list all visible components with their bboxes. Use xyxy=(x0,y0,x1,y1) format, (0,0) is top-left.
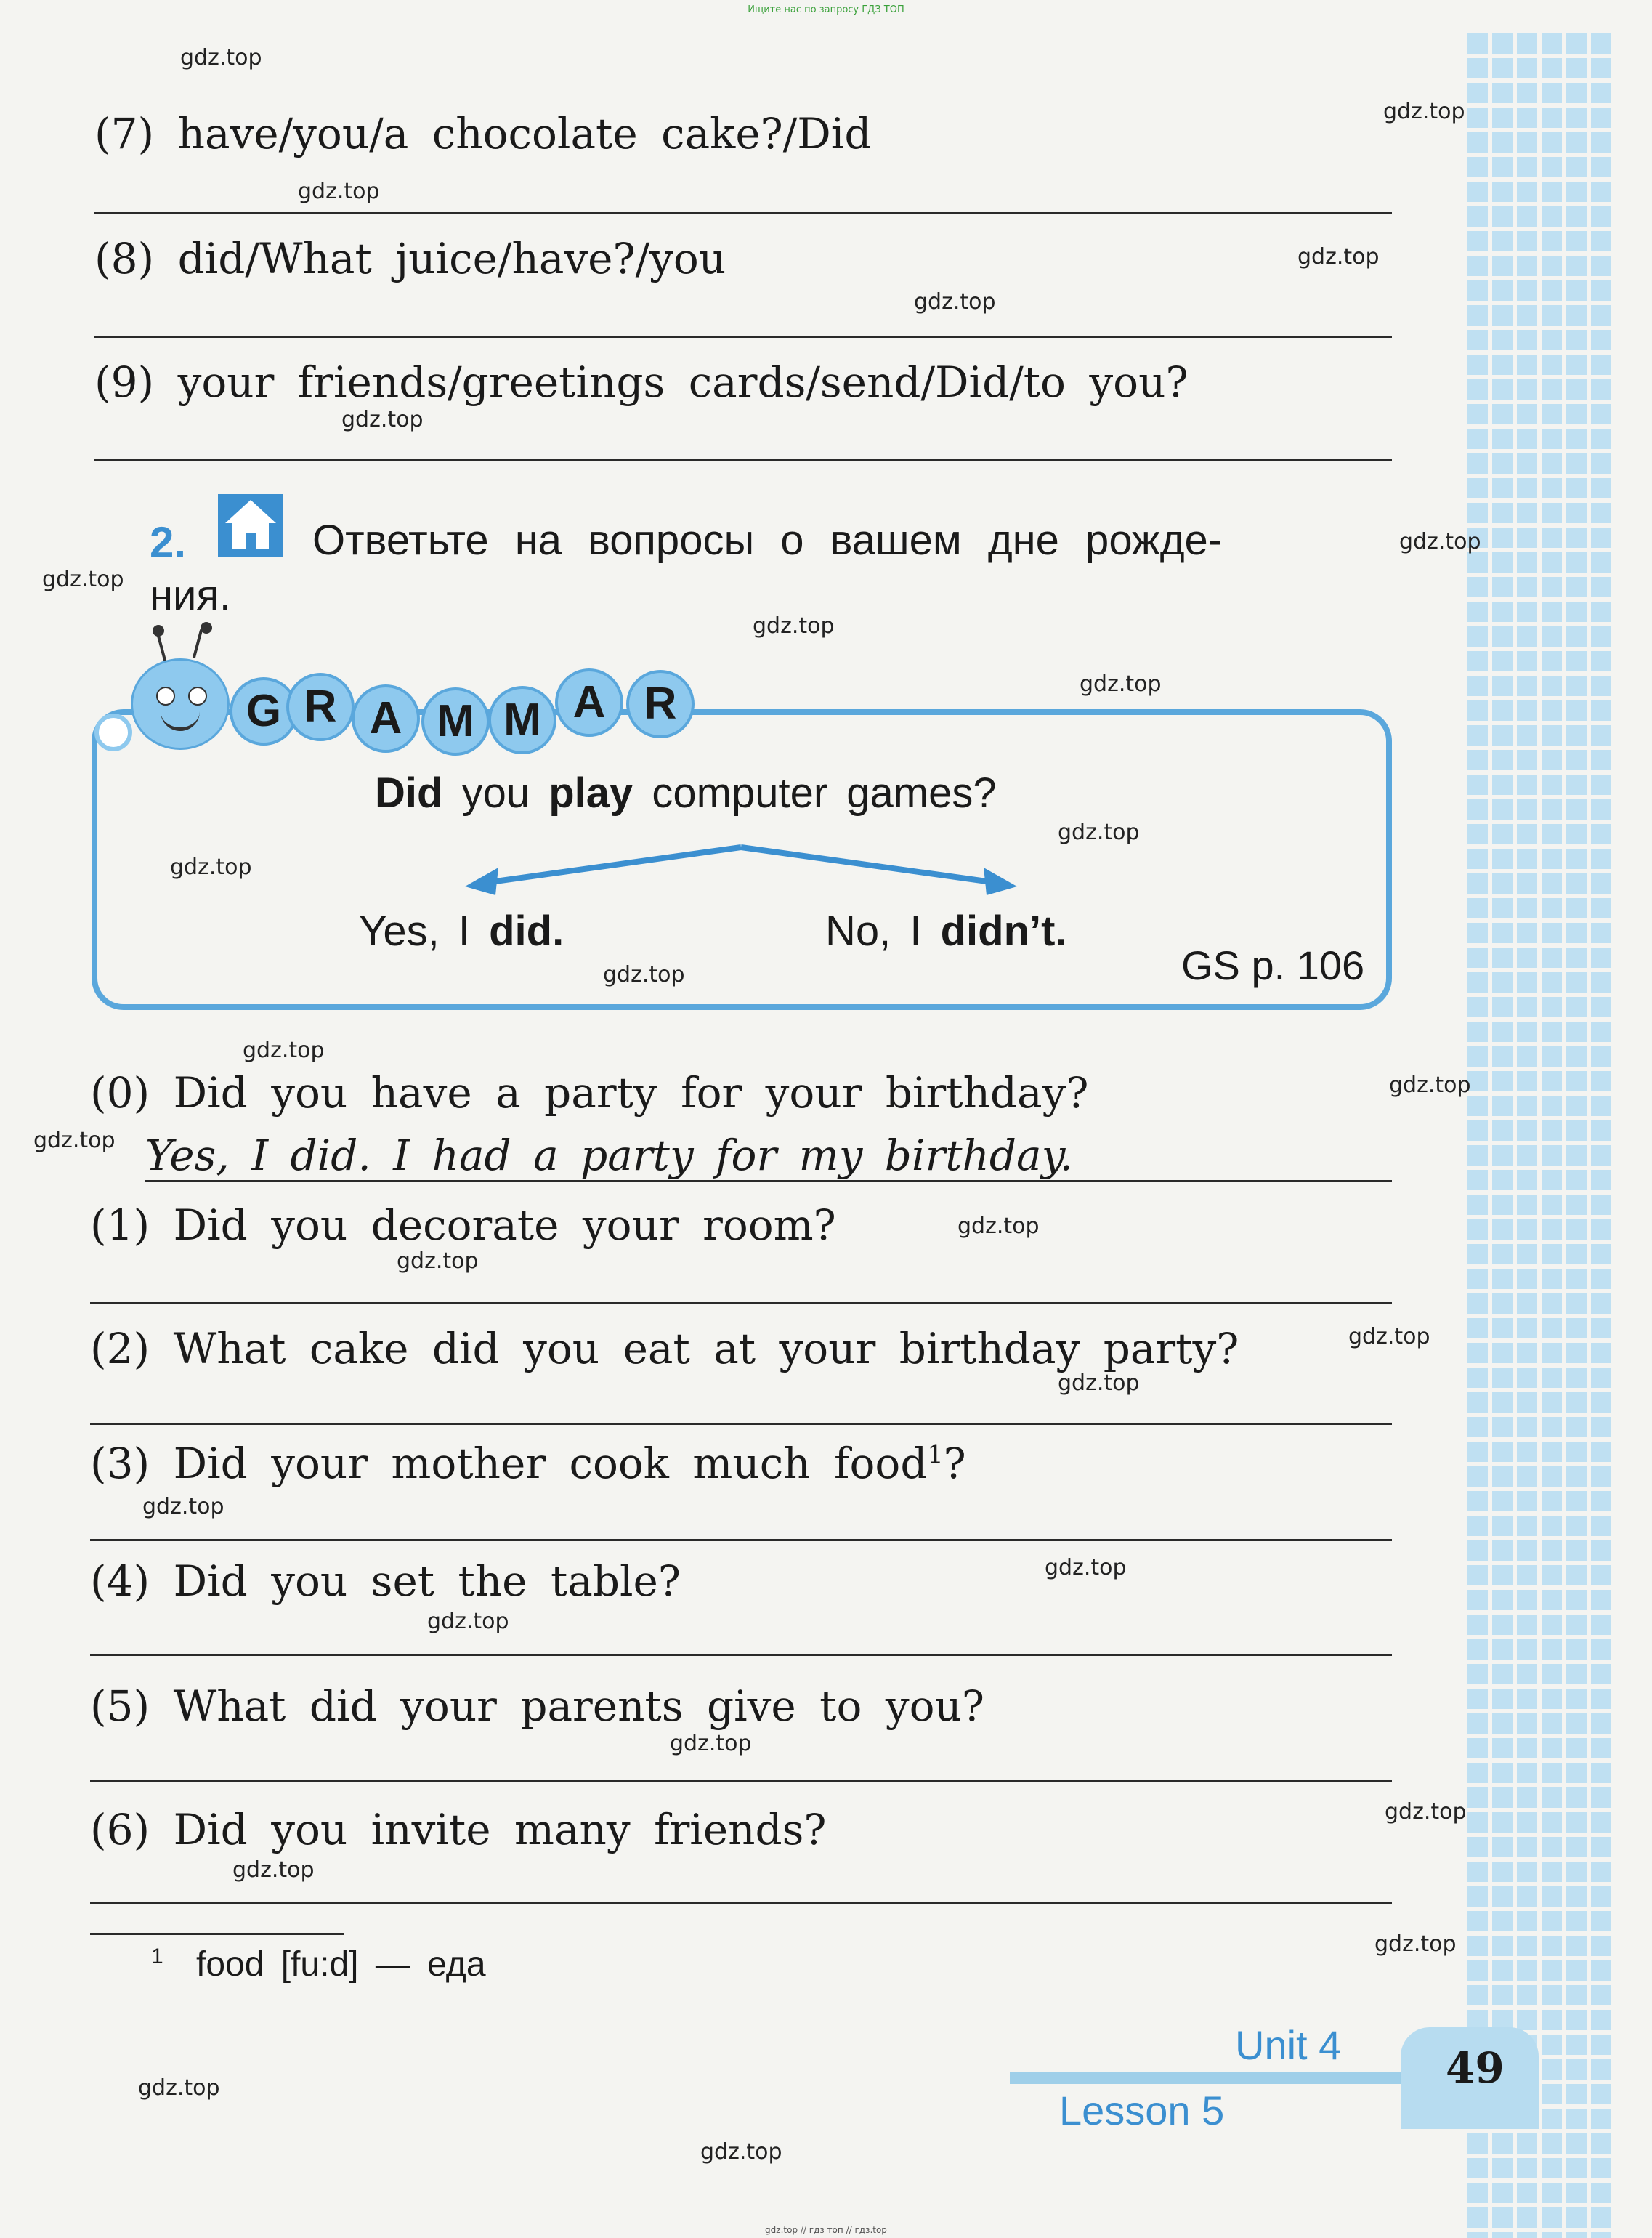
watermark: gdz.top xyxy=(700,2139,782,2165)
question-0: (0) Did you have a party for your birthday? xyxy=(90,1068,1089,1118)
answer-line xyxy=(90,1539,1392,1541)
antenna-ball xyxy=(201,622,212,634)
watermark: gdz.top xyxy=(1348,1324,1430,1349)
watermark: gdz.top xyxy=(1045,1555,1127,1580)
page-number: 49 xyxy=(1446,2043,1505,2093)
watermark: gdz.top xyxy=(914,289,996,315)
grammar-letter: G xyxy=(230,677,298,746)
caterpillar-icon xyxy=(131,658,230,750)
grammar-yes: Yes, I did. xyxy=(359,908,564,955)
watermark: gdz.top xyxy=(42,567,124,592)
exercise-instruction: Ответьте на вопросы о вашем дне рожде- xyxy=(312,517,1223,564)
watermark: gdz.top xyxy=(1399,529,1481,554)
watermark: gdz.top xyxy=(1374,1931,1457,1957)
grammar-letter: R xyxy=(286,673,355,741)
unit-label: Unit 4 xyxy=(1235,2022,1342,2068)
watermark: gdz.top xyxy=(1383,99,1465,124)
watermark: gdz.top xyxy=(1385,1799,1467,1825)
question-6: (6) Did you invite many friends? xyxy=(90,1805,827,1854)
watermark: gdz.top xyxy=(397,1248,479,1274)
watermark: gdz.top xyxy=(341,407,424,432)
watermark: gdz.top xyxy=(427,1609,509,1634)
watermark: gdz.top xyxy=(232,1857,315,1883)
question-8: (8) did/What juice/have?/you xyxy=(94,234,726,283)
grammar-letter: M xyxy=(488,686,556,754)
watermark: gdz.top xyxy=(670,1731,752,1756)
grammar-reference: GS p. 106 xyxy=(1181,942,1365,988)
watermark: gdz.top xyxy=(298,179,380,204)
watermark: gdz.top xyxy=(180,45,262,70)
watermark: gdz.top xyxy=(33,1128,116,1153)
grammar-no: No, I didn’t. xyxy=(825,908,1067,955)
decorative-grid xyxy=(1463,29,1616,2238)
question-7: (7) have/you/a chocolate cake?/Did xyxy=(94,109,872,158)
bottom-banner: gdz.top // гдз топ // гдз.top xyxy=(765,2225,887,2235)
grammar-letter: M xyxy=(421,687,490,756)
watermark: gdz.top xyxy=(138,2075,220,2101)
watermark: gdz.top xyxy=(753,613,835,639)
arrows-icon xyxy=(450,836,1032,901)
footer-bar xyxy=(1010,2072,1402,2084)
question-9: (9) your friends/greetings cards/send/Did/to you? xyxy=(94,357,1189,407)
antenna xyxy=(156,632,166,661)
answer-line xyxy=(90,1654,1392,1656)
answer-line xyxy=(94,212,1392,214)
watermark: gdz.top xyxy=(170,855,252,880)
answer-line xyxy=(90,1780,1392,1782)
watermark: gdz.top xyxy=(142,1494,224,1519)
watermark: gdz.top xyxy=(1080,671,1162,697)
exercise-number: 2. xyxy=(150,518,187,567)
grammar-letter: R xyxy=(626,670,695,738)
grammar-letter: A xyxy=(352,684,420,753)
top-banner: Ищите нас по запросу ГДЗ ТОП xyxy=(748,4,904,15)
question-4: (4) Did you set the table? xyxy=(90,1556,681,1606)
footnote-text: food [fu:d] — еда xyxy=(196,1945,486,1984)
question-5: (5) What did your parents give to you? xyxy=(90,1681,984,1731)
answer-line xyxy=(90,1302,1392,1304)
watermark: gdz.top xyxy=(1297,244,1380,270)
lesson-label: Lesson 5 xyxy=(1059,2088,1225,2133)
antenna xyxy=(193,629,203,658)
watermark: gdz.top xyxy=(243,1038,325,1063)
watermark: gdz.top xyxy=(1058,1370,1140,1396)
watermark: gdz.top xyxy=(957,1213,1040,1239)
answer-line xyxy=(145,1180,1392,1182)
answer-line xyxy=(90,1902,1392,1904)
exercise-instruction-cont: ния. xyxy=(150,572,231,619)
home-task-icon xyxy=(218,494,283,557)
flower-icon xyxy=(94,714,132,751)
question-1: (1) Did you decorate your room? xyxy=(90,1200,836,1250)
watermark: gdz.top xyxy=(603,962,685,987)
answer-line xyxy=(94,336,1392,338)
question-3: (3) Did your mother cook much food$^1$? xyxy=(90,1439,966,1488)
grammar-question: Did you play computer games? xyxy=(375,769,997,817)
watermark: gdz.top xyxy=(1058,820,1140,845)
answer-0: Yes, I did. I had a party for my birthday. xyxy=(145,1131,1074,1180)
grammar-letter: A xyxy=(555,668,623,737)
question-2: (2) What cake did you eat at your birthday party? xyxy=(90,1324,1239,1373)
antenna-ball xyxy=(153,625,164,637)
footnote-mark: 1 xyxy=(151,1944,163,1968)
footnote-divider xyxy=(90,1933,344,1935)
answer-line xyxy=(94,459,1392,461)
watermark: gdz.top xyxy=(1389,1072,1471,1098)
answer-line xyxy=(90,1423,1392,1425)
